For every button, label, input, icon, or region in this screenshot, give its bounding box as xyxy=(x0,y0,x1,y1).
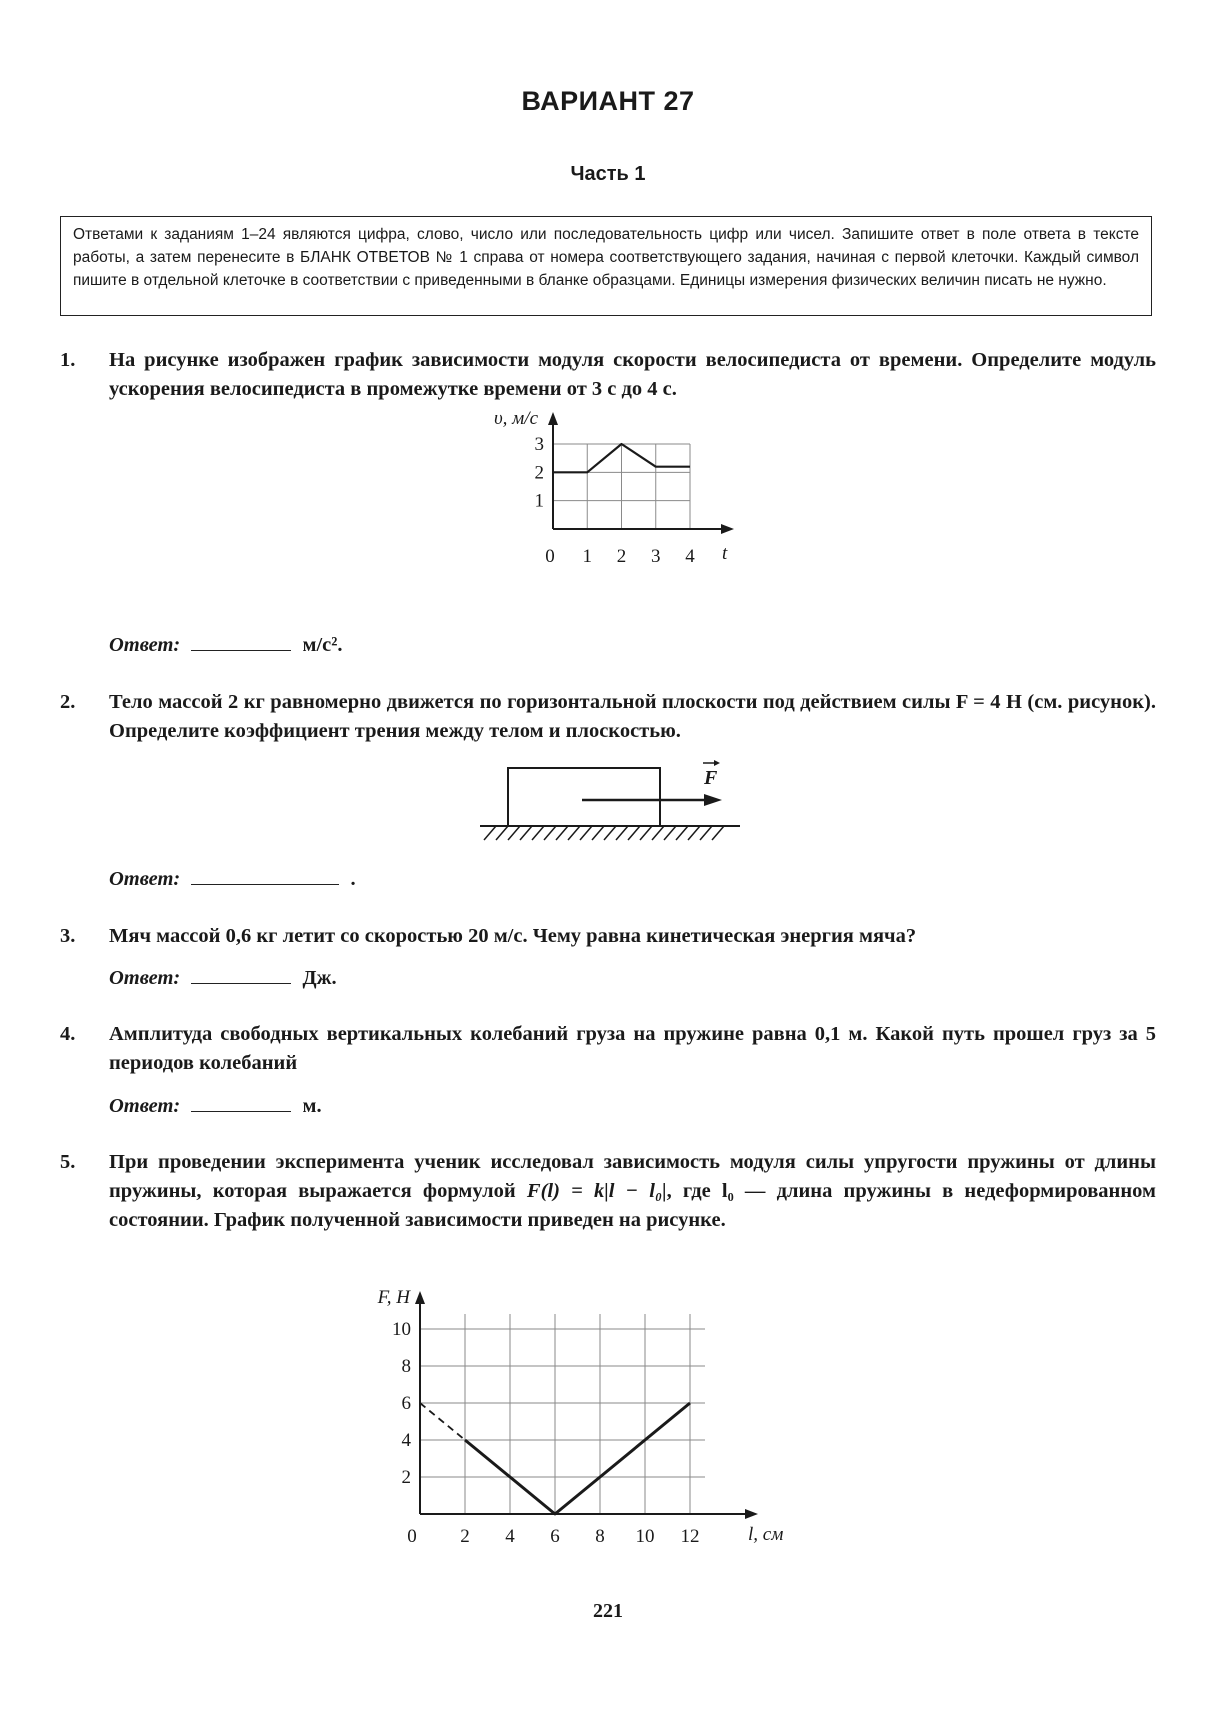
answer-row-2 xyxy=(109,866,356,891)
page-title: ВАРИАНТ 27 xyxy=(521,86,695,116)
series-line-dashed xyxy=(420,1403,465,1440)
block xyxy=(508,768,660,826)
task-2 xyxy=(60,688,1156,746)
answer-field[interactable] xyxy=(191,1093,291,1112)
y-axis-label: υ, м/с xyxy=(493,408,538,429)
task-text: На рисунке изображен график зависимости модуля скорости велосипедиста от времени. Определите модуль ускорения велосипедиста в промежутке времени от 3 с до 4 с. xyxy=(109,349,1156,400)
task-number: 5. xyxy=(60,1151,76,1173)
x-tick-label: 0 xyxy=(407,1526,417,1547)
x-tick-label: 2 xyxy=(460,1526,470,1547)
answer-field[interactable] xyxy=(191,632,291,651)
answer-label: Ответ: xyxy=(109,634,181,656)
force-arrowhead xyxy=(704,794,722,806)
answer-unit: м. xyxy=(302,1095,322,1117)
task-text: Тело массой 2 кг равномерно движется по горизонтальной плоскости под действием силы F = 4 Н (см. рисунок). Определите коэффициент трения между телом и плоскостью. xyxy=(109,691,1156,742)
x-axis-arrow xyxy=(721,524,734,534)
x-tick-label: 3 xyxy=(651,546,661,567)
y-axis-arrow xyxy=(548,412,558,425)
x-tick-label: 10 xyxy=(635,1526,655,1547)
force-label: F xyxy=(704,767,718,789)
answer-unit: Дж. xyxy=(302,967,337,989)
x-tick-label: 4 xyxy=(505,1526,515,1547)
answer-label: Ответ: xyxy=(109,1095,181,1117)
task-number: 2. xyxy=(60,691,76,713)
task-text-part-1: При проведении эксперимента ученик исследовал зависимость модуля силы упругости пружины от длины пружины, которая выражается формулой xyxy=(109,1151,1156,1202)
x-tick-label: 6 xyxy=(550,1526,560,1547)
y-tick-label: 1 xyxy=(534,490,544,512)
x-tick-label: 1 xyxy=(582,546,592,567)
x-tick-label: 4 xyxy=(685,546,695,567)
answer-unit: м/с². xyxy=(302,634,343,656)
block-force-figure xyxy=(470,760,750,850)
y-tick-label: 10 xyxy=(392,1319,411,1340)
task-5 xyxy=(60,1148,1156,1235)
y-tick-label: 2 xyxy=(534,462,544,484)
x-tick-label: 0 xyxy=(545,546,555,567)
answer-unit: . xyxy=(350,868,356,890)
force-length-chart xyxy=(350,1282,820,1562)
answer-row-4 xyxy=(109,1093,322,1118)
y-tick-label: 6 xyxy=(401,1393,411,1414)
answer-row-3 xyxy=(109,965,337,990)
answer-row-1 xyxy=(109,632,343,657)
x-tick-label: 12 xyxy=(680,1526,700,1547)
answer-label: Ответ: xyxy=(109,868,181,890)
task-number: 4. xyxy=(60,1023,76,1045)
page-number: 221 xyxy=(593,1600,623,1622)
formula: F(l) = k|l − l₀| xyxy=(526,1180,667,1202)
x-tick-label: 8 xyxy=(595,1526,605,1547)
x-axis-label: t xyxy=(722,543,728,564)
surface-hatching xyxy=(484,826,724,840)
task-number: 3. xyxy=(60,925,76,947)
task-text: Амплитуда свободных вертикальных колебаний груза на пружине равна 0,1 м. Какой путь прошел груз за 5 периодов колебаний xyxy=(109,1023,1156,1074)
y-tick-label: 3 xyxy=(534,434,544,455)
x-tick-label: 2 xyxy=(616,546,627,567)
instructions-box: Ответами к заданиям 1–24 являются цифра, слово, число или последовательность цифр или чисел. Запишите ответ в поле ответа в тексте работы, а затем перенесите в БЛАНК ОТВЕТОВ № 1 справа от номера соответствующего задания, начиная с первой клеточки. Каждый символ пишите в отдельной клеточке в соответствии с приведенными в бланке образцами. Единицы измерения физических величин писать не нужно. xyxy=(60,216,1152,316)
task-3 xyxy=(60,922,1156,951)
task-1 xyxy=(60,346,1156,404)
velocity-time-chart xyxy=(460,408,760,620)
answer-label: Ответ: xyxy=(109,967,181,989)
y-axis-arrow xyxy=(415,1291,425,1304)
part-heading: Часть 1 xyxy=(570,163,646,185)
y-tick-label: 8 xyxy=(401,1356,411,1377)
y-axis-label: F, Н xyxy=(377,1287,410,1308)
task-number: 1. xyxy=(60,349,76,371)
y-tick-label: 2 xyxy=(401,1467,411,1488)
x-axis-label: l, см xyxy=(748,1524,784,1545)
task-text: Мяч массой 0,6 кг летит со скоростью 20 м/с. Чему равна кинетическая энергия мяча? xyxy=(109,925,917,947)
y-tick-label: 4 xyxy=(401,1430,411,1451)
task-text xyxy=(109,1148,1156,1235)
x-axis-arrow xyxy=(745,1509,758,1519)
series-line xyxy=(465,1403,690,1514)
answer-field[interactable] xyxy=(191,866,339,885)
task-4 xyxy=(60,1020,1156,1078)
answer-field[interactable] xyxy=(191,965,291,984)
task-text-part-2: , где l₀ — длина пружины в недеформированном состоянии. График полученной зависимости приведен на рисунке. xyxy=(109,1180,1156,1231)
